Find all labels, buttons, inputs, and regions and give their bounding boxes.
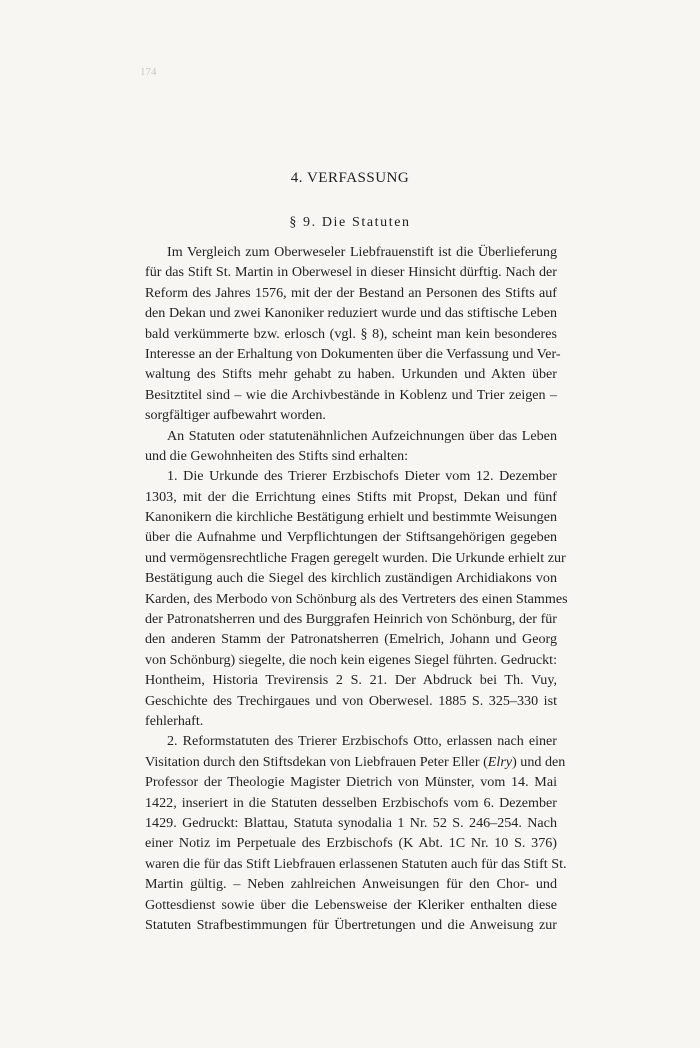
text-line: von Schönburg) siegelte, die noch kein eigenes Siegel führten. Gedruckt: xyxy=(145,651,557,668)
text-line: Karden, des Merbodo von Schönburg als des Vertreters des einen Stammes xyxy=(145,590,568,607)
text-line: 2. Reformstatuten des Trierer Erzbischofs Otto, erlassen nach einer xyxy=(167,733,557,750)
text-line: den Dekan und zwei Kanoniker reduziert wurde und das stiftische Leben xyxy=(145,305,557,322)
text-line: den anderen Stamm der Patronatsherren (Emelrich, Johann und Georg xyxy=(145,631,557,648)
text-line: der Patronatsherren und des Burggrafen Heinrich von Schönburg, der für xyxy=(145,611,557,628)
text-line: waren die für das Stift Liebfrauen erlassenen Statuten auch für das Stift St. xyxy=(145,855,567,872)
body-text xyxy=(145,242,568,935)
text-line: 1. Die Urkunde des Trierer Erzbischofs Dieter vom 12. Dezember xyxy=(167,468,557,485)
text-line: sorgfältiger aufbewahrt worden. xyxy=(145,407,326,424)
chapter-heading: 4. VERFASSUNG xyxy=(290,170,410,186)
text-line: und die Gewohnheiten des Stifts sind erhalten: xyxy=(145,447,409,464)
text-line: Reform des Jahres 1576, mit der der Bestand an Personen des Stifts auf xyxy=(145,284,557,301)
text-line: über die Aufnahme und Verpflichtungen der Stiftsangehörigen gegeben xyxy=(145,529,557,546)
section-heading: § 9. Die Statuten xyxy=(289,215,411,230)
text-line: 1429. Gedruckt: Blattau, Statuta synodalia 1 Nr. 52 S. 246–254. Nach xyxy=(145,814,557,831)
text-line: 1303, mit der die Errichtung eines Stifts mit Propst, Dekan und fünf xyxy=(145,488,557,505)
text-line: bald verkümmerte bzw. erlosch (vgl. § 8), scheint man kein besonderes xyxy=(145,325,557,342)
text-line: 1422, inseriert in die Statuten desselben Erzbischofs vom 6. Dezember xyxy=(145,794,557,811)
text-line: Interesse an der Erhaltung von Dokumenten über die Verfassung und Ver- xyxy=(145,345,561,362)
text-line: waltung des Stifts mehr gehabt zu haben. Urkunden und Akten über xyxy=(145,366,557,383)
text-line: fehlerhaft. xyxy=(145,712,204,729)
text-line: Martin gültig. – Neben zahlreichen Anweisungen für den Chor- und xyxy=(145,876,557,893)
text-line: Hontheim, Historia Trevirensis 2 S. 21. Der Abdruck bei Th. Vuy, xyxy=(145,672,557,689)
text-line: Bestätigung auch die Siegel des kirchlich zuständigen Archidiakons von xyxy=(145,570,557,587)
text-line: einer Notiz im Perpetuale des Erzbischofs (K Abt. 1C Nr. 10 S. 376) xyxy=(145,835,557,852)
text-line: Kanonikern die kirchliche Bestätigung erhielt und bestimmte Weisungen xyxy=(145,509,557,526)
text-line: Professor der Theologie Magister Dietrich von Münster, vom 14. Mai xyxy=(145,774,557,791)
text-line: Geschichte des Trechirgaues und von Oberwesel. 1885 S. 325–330 ist xyxy=(145,692,557,709)
text-line: Gottesdienst sowie über die Lebensweise der Kleriker enthalten diese xyxy=(145,896,557,913)
text-line: Besitztitel sind – wie die Archivbestände in Koblenz und Trier zeigen – xyxy=(145,386,557,403)
text-line: An Statuten oder statutenähnlichen Aufzeichnungen über das Leben xyxy=(167,427,557,444)
text-line: Im Vergleich zum Oberweseler Liebfrauenstift ist die Überlieferung xyxy=(167,244,557,260)
text-line: für das Stift St. Martin in Oberwesel in dieser Hinsicht dürftig. Nach der xyxy=(145,264,557,281)
text-line: und vermögensrechtliche Fragen geregelt wurden. Die Urkunde erhielt zur xyxy=(145,549,566,566)
text-line: Statuten Strafbestimmungen für Übertretungen und die Anweisung zur xyxy=(145,916,557,933)
italic-name: Elry xyxy=(487,753,513,770)
page-number: 174 xyxy=(140,66,157,78)
text-line: Visitation durch den Stiftsdekan von Liebfrauen Peter Eller (Elry) und den xyxy=(145,753,566,770)
